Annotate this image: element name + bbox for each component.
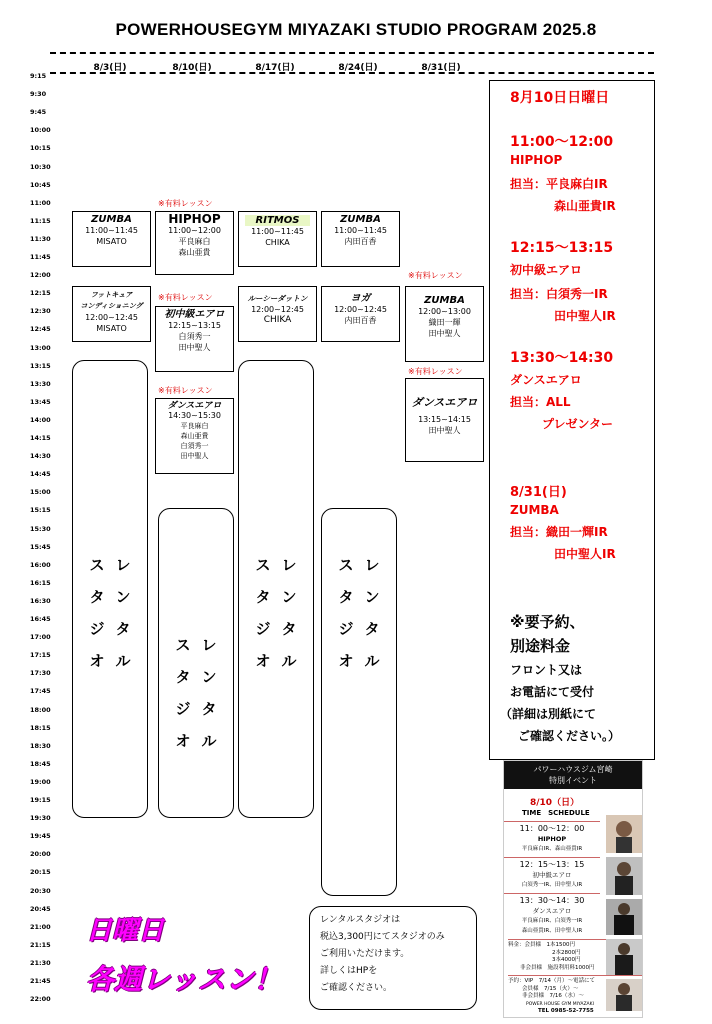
lesson-time: 11:00~12:00	[168, 226, 221, 235]
lesson-footcure-0803	[72, 286, 151, 342]
notice-session3-inst1: 担当：ALL	[510, 395, 571, 409]
rental-text: ス タ ジ オ	[89, 556, 105, 670]
lesson-name: HIPHOP	[168, 212, 221, 226]
time-label: 20:30	[30, 886, 51, 895]
rental-studio-0810	[158, 508, 234, 818]
time-label: 11:45	[30, 253, 51, 261]
notice-session1-inst2: 森山亜貴IR	[554, 199, 616, 213]
lesson-instructor-3: 白須秀一	[180, 442, 209, 450]
lesson-name: ルーシーダットン	[247, 294, 308, 303]
notice-session1-time: 11:00～12:00	[510, 134, 614, 150]
time-label: 10:00	[30, 126, 51, 135]
lesson-dance-aero-0831	[405, 378, 484, 462]
time-label: 20:45	[30, 904, 51, 913]
flyer-res1: 予約：VIP 7/14（月）～電話にて	[508, 978, 596, 984]
rental-text-col2	[336, 549, 356, 677]
rental-text-col2	[173, 629, 193, 757]
time-label: 18:45	[30, 759, 51, 768]
rental-text-col1	[113, 549, 133, 677]
time-label: 21:15	[30, 940, 51, 949]
paid-lesson-label: ※有料レッスン	[158, 293, 213, 302]
flyer-r2-time: 12：15～13：15	[504, 857, 600, 870]
flyer-fee2: 2本2800円	[552, 949, 581, 956]
zumba-logo: ZUMBA	[91, 214, 132, 225]
rental-text-col2	[253, 549, 273, 677]
time-label: 10:45	[30, 180, 51, 189]
paid-lesson-label: ※有料レッスン	[408, 367, 463, 376]
flyer-date: 8/10（日）	[530, 798, 580, 808]
time-label: 13:00	[30, 343, 51, 352]
notice-session3-name: ダンスエアロ	[510, 373, 582, 387]
lesson-instructor-1: 平良麻白	[180, 422, 209, 430]
lesson-instructor: MISATO	[96, 237, 127, 246]
time-label: 13:30	[30, 379, 51, 388]
time-label: 16:15	[30, 578, 51, 587]
flyer-r3-inst1: 平良麻白IR、白須秀一IR	[521, 918, 583, 924]
time-label: 9:15	[30, 72, 47, 80]
time-label: 19:45	[30, 832, 51, 841]
time-label: 17:15	[30, 651, 51, 660]
zumba-logo: ZUMBA	[424, 295, 465, 306]
time-label: 11:00	[30, 198, 51, 207]
flyer-fee3: 3本4000円	[552, 957, 581, 963]
paid-lesson-label: ※有料レッスン	[158, 386, 213, 395]
lesson-instructor-4: 田中聖人	[180, 452, 209, 460]
flyer-res2: 会員様 7/15（火）～	[522, 985, 579, 992]
time-label: 17:00	[30, 633, 51, 642]
lesson-instructor: 内田百香	[344, 316, 377, 325]
rental-text: レ ン タ ル	[201, 636, 217, 750]
flyer-phone: TEL 0985-52-7755	[538, 1008, 594, 1014]
lesson-dance-aero-0810	[155, 398, 234, 474]
notice-booking-line2: 別途料金	[510, 637, 571, 655]
time-label: 12:00	[30, 271, 51, 280]
time-label: 19:30	[30, 814, 51, 823]
lesson-time: 12:00~12:45	[334, 305, 387, 314]
lesson-name: ダンスエアロ	[167, 401, 222, 411]
notice-session1-name: HIPHOP	[510, 153, 563, 167]
flyer-r2-inst: 白須秀一IR、田中聖人IR	[521, 882, 583, 888]
rental-studio-0803	[72, 360, 148, 818]
rental-text-col1	[199, 629, 219, 757]
time-label: 15:45	[30, 542, 51, 551]
rental-note	[309, 906, 477, 1010]
ritmos-logo: RITMOS	[245, 215, 310, 226]
notice-booking-line5: （詳細は別紙にて	[500, 707, 597, 721]
date-header-1: 8/3(日)	[93, 63, 127, 73]
flyer-r1-time: 11：00～12：00	[504, 821, 600, 834]
flyer-fee1: 料金：会員様 1本1500円	[508, 942, 575, 948]
paid-lesson-label: ※有料レッスン	[408, 271, 463, 280]
time-label: 19:15	[30, 796, 51, 804]
lesson-zumba-0831	[405, 286, 484, 362]
lesson-instructor: CHIKA	[265, 238, 290, 247]
notice-session2-name: 初中級エアロ	[510, 263, 583, 277]
notice-date2-inst2: 田中聖人IR	[554, 547, 616, 561]
lesson-instructor: MISATO	[96, 324, 127, 333]
notice-date2-name: ZUMBA	[510, 503, 559, 517]
flyer-gym-name: POWER HOUSE GYM MIYAZAKI	[526, 1001, 594, 1007]
rental-text-col2	[87, 549, 107, 677]
time-label: 21:00	[30, 922, 51, 931]
lesson-name: ヨガ	[350, 293, 371, 304]
time-label: 12:15	[30, 289, 51, 298]
notice-session2-time: 12:15～13:15	[510, 240, 614, 256]
notice-session2-inst1: 担当：白須秀一IR	[510, 287, 608, 301]
lesson-instructor-2: 森山亜貴	[180, 432, 209, 440]
flyer-r3-inst2: 森山亜貴IR、田中聖人IR	[521, 928, 583, 934]
time-label: 20:15	[30, 868, 51, 877]
time-label: 12:45	[30, 325, 51, 334]
flyer-r3-name: ダンスエアロ	[532, 907, 572, 915]
time-label: 9:30	[30, 90, 47, 99]
time-label: 22:00	[30, 995, 51, 1004]
top-divider	[50, 52, 654, 54]
flyer-r3-time: 13：30～14：30	[504, 893, 600, 906]
lesson-time: 12:00~12:45	[251, 305, 304, 314]
time-label: 16:45	[30, 615, 51, 623]
time-label: 21:30	[30, 958, 51, 967]
lesson-name-2: コンディショニング	[80, 302, 143, 310]
time-label: 21:45	[30, 977, 51, 985]
rental-studio-0817	[238, 360, 314, 818]
time-label: 15:00	[30, 488, 51, 497]
time-label: 19:00	[30, 777, 51, 786]
rental-text: レ ン タ ル	[364, 556, 380, 670]
rental-text-col1	[362, 549, 382, 677]
page-title: POWERHOUSEGYM MIYAZAKI STUDIO PROGRAM 2025.8	[115, 20, 597, 39]
time-label: 16:30	[30, 596, 51, 605]
flyer-header-event: 特別イベント	[549, 776, 597, 785]
zumba-logo: ZUMBA	[340, 214, 381, 225]
notice-booking-line3: フロント又は	[510, 663, 583, 677]
notice-session2-inst2: 田中聖人IR	[554, 309, 616, 323]
time-label: 18:30	[30, 741, 51, 750]
flyer-r2-name: 初中級エアロ	[532, 871, 572, 879]
lesson-hiphop-0810	[155, 211, 234, 275]
time-label: 13:15	[30, 361, 51, 370]
lesson-instructor-2: 田中聖人	[178, 343, 211, 352]
notice-session3-time: 13:30～14:30	[510, 350, 614, 366]
notice-booking-line6: ご確認ください。）	[518, 729, 621, 743]
lesson-time: 12:00~13:00	[418, 307, 471, 316]
time-label: 11:30	[30, 234, 51, 243]
time-label: 20:00	[30, 850, 51, 859]
lesson-name: フットキュア	[90, 291, 133, 299]
lesson-instructor-1: 平良麻白	[178, 237, 211, 246]
lesson-name: 初中級エアロ	[164, 309, 225, 320]
flyer-fee4: 非会員様 施設利用料1000円	[520, 964, 595, 971]
time-label: 13:45	[30, 397, 51, 406]
time-label: 14:00	[30, 415, 51, 424]
flyer-r1-inst: 平良麻白IR、森山亜貴IR	[521, 846, 583, 852]
rental-text: ス タ ジ オ	[255, 556, 271, 670]
lesson-yoga-0824	[321, 286, 400, 342]
flyer-schedule-title: TIME SCHEDULE	[522, 809, 590, 817]
time-label: 15:30	[30, 524, 51, 533]
lesson-time: 13:15~14:15	[418, 415, 471, 424]
time-label: 15:15	[30, 506, 51, 515]
lesson-ritmos-0817	[238, 211, 317, 267]
flyer-res3: 非会員様 7/16（水）～	[522, 993, 584, 999]
lesson-time: 11:00~11:45	[251, 227, 304, 236]
rental-studio-0824	[321, 508, 397, 896]
time-label: 17:45	[30, 687, 51, 696]
rental-note-line3: ご利用いただけます。	[320, 949, 410, 959]
flyer-header-gym: パワーハウスジム宮崎	[533, 765, 613, 774]
rental-note-line2: 税込3,300円にてスタジオのみ	[320, 932, 445, 942]
lesson-instructor-2: 田中聖人	[428, 329, 461, 338]
flyer-header	[504, 761, 642, 789]
date-header-2: 8/10(日)	[172, 63, 212, 73]
date-header-5: 8/31(日)	[421, 63, 461, 73]
time-label: 11:15	[30, 216, 51, 225]
rental-text: レ ン タ ル	[115, 556, 131, 670]
time-label: 10:15	[30, 144, 51, 153]
lesson-instructor-1: 織田一輝	[428, 318, 461, 327]
date-header-4: 8/24(日)	[338, 63, 378, 73]
notice-booking-line4: お電話にて受付	[510, 685, 595, 699]
rental-text: レ ン タ ル	[281, 556, 297, 670]
lesson-zumba-0824	[321, 211, 400, 267]
rental-note-line4: 詳しくはHPを	[320, 966, 378, 976]
notice-booking-line1: ※要予約、	[510, 613, 585, 631]
lesson-time: 11:00~11:45	[334, 226, 387, 235]
lesson-name: ダンスエアロ	[411, 396, 478, 409]
event-flyer	[503, 760, 643, 1018]
lesson-time: 14:30~15:30	[168, 411, 221, 420]
rental-note-line1: レンタルスタジオは	[320, 915, 401, 925]
flyer-photo-strip	[606, 815, 642, 1011]
time-label: 17:30	[30, 669, 51, 678]
lesson-instructor-2: 森山亜貴	[178, 248, 211, 257]
lesson-time: 12:15~13:15	[168, 321, 221, 330]
time-label: 18:00	[30, 705, 51, 714]
date-header-3: 8/17(日)	[255, 63, 295, 73]
time-label: 14:30	[30, 452, 51, 461]
event-notice-panel	[489, 80, 655, 760]
rental-text-col1	[279, 549, 299, 677]
flyer-r1-name: HIPHOP	[537, 835, 567, 843]
notice-date2-inst1: 担当：織田一輝IR	[510, 525, 608, 539]
notice-date2-heading: 8/31(日)	[510, 485, 567, 500]
lesson-aero-0810	[155, 306, 234, 372]
sunday-banner-line2: 各週レッスン！	[86, 963, 282, 996]
time-label: 14:45	[30, 470, 51, 479]
lesson-instructor: 内田百香	[344, 237, 377, 246]
time-label: 18:15	[30, 723, 51, 732]
time-label: 14:15	[30, 434, 51, 442]
lesson-lucy-0817	[238, 286, 317, 342]
lesson-instructor-1: 白須秀一	[178, 332, 211, 341]
sunday-banner-line1: 日曜日	[86, 916, 165, 946]
rental-note-line5: ご確認ください。	[320, 983, 393, 993]
dancer-photos	[606, 815, 642, 1011]
lesson-time: 12:00~12:45	[85, 313, 138, 322]
notice-heading: 8月10日日曜日	[510, 90, 610, 106]
lesson-time: 11:00~11:45	[85, 226, 138, 235]
notice-session3-inst2: プレゼンター	[542, 417, 614, 431]
rental-text: ス タ ジ オ	[338, 556, 354, 670]
lesson-instructor: CHIKA	[263, 315, 292, 325]
time-label: 12:30	[30, 307, 51, 316]
rental-text: ス タ ジ オ	[175, 636, 191, 750]
paid-lesson-label: ※有料レッスン	[158, 199, 213, 208]
time-label: 16:00	[30, 560, 51, 569]
time-label: 10:30	[30, 162, 51, 171]
notice-session1-inst1: 担当：平良麻白IR	[510, 177, 608, 191]
time-label: 9:45	[30, 108, 47, 117]
lesson-zumba-0803	[72, 211, 151, 267]
lesson-instructor: 田中聖人	[428, 426, 461, 435]
